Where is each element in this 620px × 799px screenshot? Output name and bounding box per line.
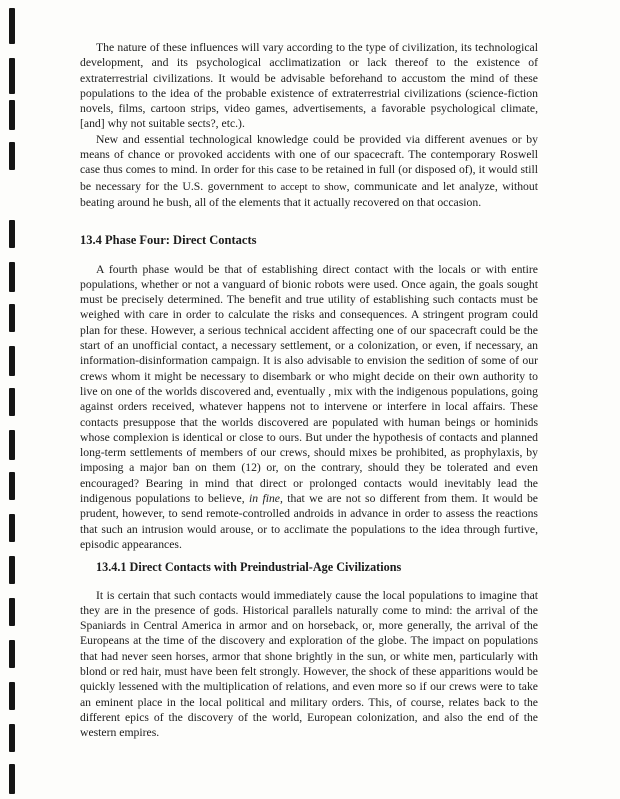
binding-mark xyxy=(9,8,15,44)
binding-mark xyxy=(9,262,15,292)
section-heading: 13.4 Phase Four: Direct Contacts xyxy=(80,233,257,248)
binding-mark xyxy=(9,514,15,542)
binding-mark xyxy=(9,58,15,94)
binding-mark xyxy=(9,556,15,584)
binding-mark xyxy=(9,640,15,668)
binding-mark xyxy=(9,764,15,794)
paragraph-intro: The nature of these influences will vary according to the type of civilization, its technological development, and its psychological acclimatization or lack thereof to the existence of extraterrestrial civilizations. It would be advisable beforehand to accustom the mind of these populations to the idea of the probable existence of extraterrestrial civilizations (science-fiction novels, films, cartoon strips, video games, advertisements, a favorable psychological climate, [and] why not suitable sects?, etc.). xyxy=(80,41,538,131)
binding-mark xyxy=(9,346,15,376)
binding-mark xyxy=(9,472,15,500)
binding-mark xyxy=(9,682,15,710)
binding-mark xyxy=(9,430,15,460)
paragraph-direct-contacts: A fourth phase would be that of establishing direct contact with the locals or with entire populations, whether or not a vanguard of bionic robots were used. Once again, the goals sought must be precisely determined. The benefit and true utility of establishing such contacts must be weighed with care in order to calculate the risks and consequences. A stringent program could plan for these. However, a serious technical accident affecting one of our spacecraft could be the start of an unofficial contact, a necessary settlement, or a colonization, or even, if necessary, an information-disinformation campaign. It is also advisable to envision the sedition of some of our crews whom it might be necessary to disembark or who might decide on their own authority to live on one of the worlds discovered and, eventually , mix with the indigenous populations, going against orders received, whatever happens not to intervene or interfere in local affairs. These contacts presuppose that the worlds discovered are populated with human beings or hominids whose complexion is identical or close to ours. But under the hypothesis of contacts and planned long-term settlements of members of our crews, should mixes be prohibited, as prophylaxis, by imposing a major ban on them (12) or, on the contrary, should they be tolerated and even encouraged? Bearing in mind that direct or prolonged contacts would inevitably lead the indigenous populations to believe, in fine, that we are not so different from them. It would be prudent, however, to send remote-controlled androids in advance in order to assess the reactions that such an intrusion would arouse, or to acclimate the populations to the idea through furtive, episodic appearances. xyxy=(80,262,538,551)
binding-mark xyxy=(9,100,15,130)
paragraph-roswell: New and essential technological knowledge could be provided via different avenues or by means of chance or provoked accidents with one of our spacecraft. The contemporary Roswell case thus comes to mind. In order for this case to be retained in full (or disposed of), it would still be necessary for the U.S. government to accept to show, communicate and let analyze, without beating around he bush, all of the elements that it actually recovered on that occasion. xyxy=(80,132,538,209)
binding-mark xyxy=(9,304,15,332)
paragraph-preindustrial: It is certain that such contacts would immediately cause the local populations to imagine that they are in the presence of gods. Historical parallels naturally come to mind: the arrival of the Spaniards in Central America in armor and on horseback, or, more generally, the arrival of the Europeans at the time of the discovery and exploration of the globe. The impact on populations that had never seen horses, armor that shone brightly in the sun, or white men, particularly with blond or red hair, must have been felt strongly. However, the shock of these apparitions would be quickly lessened with the multiplication of relations, and even more so if our crews were to take an eminent place in the local political and military orders. This, of course, relates back to the different epics of the discovery of the world, European colonization, and also the end of the western empires. xyxy=(80,588,538,740)
binding-mark xyxy=(9,142,15,170)
subsection-heading: 13.4.1 Direct Contacts with Preindustrial-Age Civilizations xyxy=(96,560,402,575)
binding-mark xyxy=(9,598,15,626)
binding-mark xyxy=(9,724,15,752)
document-body xyxy=(80,40,538,740)
binding-mark xyxy=(9,388,15,416)
binding-mark xyxy=(9,220,15,248)
